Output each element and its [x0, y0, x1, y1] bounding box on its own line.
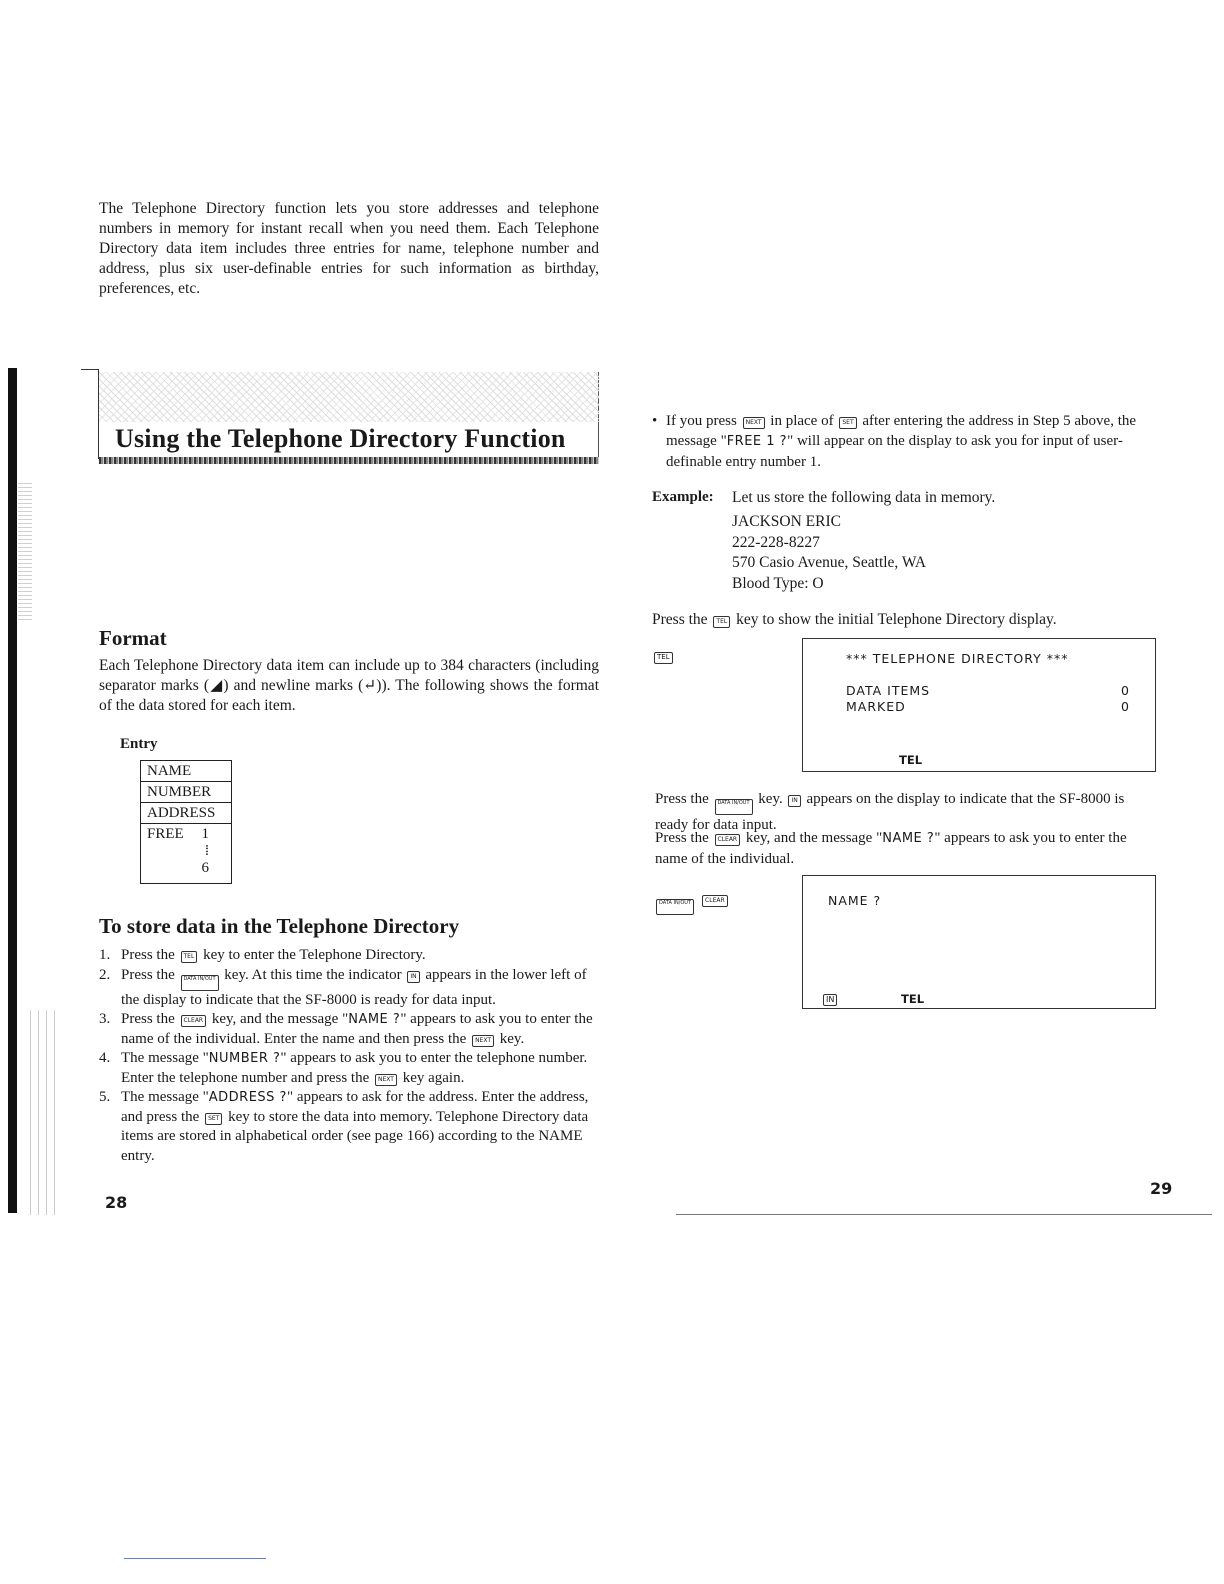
example-line-number: 222-228-8227 [732, 533, 820, 551]
example-intro: Let us store the following data in memory. [732, 489, 996, 506]
lcd-in-indicator: IN [823, 994, 837, 1006]
step-number: 1. [99, 947, 111, 963]
section-title-banner [99, 372, 599, 462]
text-run: " appears to ask you to enter the name of the individual. Enter the name and then press the [121, 1011, 593, 1047]
steps-list [99, 946, 601, 1166]
display-message: NAME ? [348, 1012, 401, 1027]
example-line-blood: Blood Type: O [732, 574, 824, 592]
bullet-icon: • [652, 413, 658, 429]
text-run: appears on the display to indicate that the SF-8000 is ready for data input. [655, 791, 1125, 833]
text-run: " appears to ask you to enter the name of the individual. [655, 830, 1127, 867]
entry-free-start: 1 [201, 826, 209, 842]
text-run: key to show the initial Telephone Directory display. [732, 611, 1057, 628]
text-run: Press the [121, 947, 179, 963]
step-number: 2. [99, 966, 111, 983]
step-item [99, 946, 601, 966]
key-pair-icons [654, 890, 730, 915]
entry-row-address: ADDRESS [141, 803, 231, 824]
press-clear-paragraph [655, 828, 1155, 869]
step-number: 4. [99, 1050, 111, 1066]
lcd-screen-directory [802, 638, 1156, 772]
text-run: in place of [766, 413, 838, 429]
text-run: key. At this time the indicator [220, 966, 406, 983]
text-run: The message " [121, 1050, 209, 1066]
step-item [99, 1088, 601, 1166]
text-run: Press the [655, 830, 713, 846]
text-run: Press the [652, 611, 712, 628]
title-banner-underline [99, 457, 599, 464]
entry-row-free [141, 824, 231, 883]
example-line-address: 570 Casio Avenue, Seattle, WA [732, 554, 927, 571]
display-message: NUMBER ? [208, 1051, 281, 1066]
tel-key-icon: TEL [654, 652, 673, 664]
data-in-out-key-icon: DATA IN/OUT [715, 799, 753, 815]
text-run: Press the [655, 791, 713, 807]
lcd-mode-tel: TEL [899, 753, 923, 767]
press-tel-paragraph [652, 610, 1172, 630]
step-item [99, 1049, 601, 1088]
lcd-marked-label: MARKED [846, 699, 906, 714]
text-run: key to enter the Telephone Directory. [199, 947, 426, 963]
text-run: key, and the message " [208, 1011, 349, 1027]
step-item [99, 966, 601, 1011]
text-run: key to store the data into memory. Telephone Directory data items are stored in alphabetical order (see page 166) according to the NAME entry. [121, 1108, 589, 1164]
clear-key-icon: CLEAR [702, 895, 728, 907]
intro-paragraph: The Telephone Directory function lets you store addresses and telephone numbers in memory for instant recall when you need them. Each Telephone Directory data item includes three entries for name, telephone number and address, plus six user-definable entries for such information as birthday, preferences, etc. [99, 200, 599, 297]
text-run: key again. [398, 1069, 465, 1086]
scan-lines [30, 1010, 60, 1215]
page-number-right: 29 [1150, 1179, 1173, 1198]
tel-key-icon: TEL [181, 951, 198, 963]
data-in-out-key-icon: DATA IN/OUT [656, 899, 694, 915]
format-paragraph: Each Telephone Directory data item can include up to 384 characters (including separator marks (◢) and newline marks (↵)). The following shows the format of the data stored for each item. [99, 657, 599, 714]
clear-key-icon: CLEAR [715, 834, 741, 846]
clear-key-icon: CLEAR [181, 1015, 207, 1027]
text-run: " will appear on the display to ask you for input of user-definable entry number 1. [666, 433, 1123, 470]
entry-free-dots: ⁞ [204, 843, 209, 859]
lcd-name-prompt: NAME ? [828, 893, 882, 908]
text-run: " appears to ask for the address. Enter the address, and press the [121, 1089, 589, 1125]
scan-artifact-line [124, 1558, 266, 1559]
in-key-icon: IN [788, 795, 800, 807]
display-message: ADDRESS ? [208, 1090, 287, 1105]
bullet-paragraph [652, 411, 1166, 472]
example-line-name: JACKSON ERIC [732, 513, 841, 530]
lcd-data-items-label: DATA ITEMS [846, 683, 931, 698]
scan-noise [18, 480, 32, 620]
book-spine-edge [8, 368, 17, 1213]
display-message: NAME ? [882, 831, 935, 846]
text-run: Press the [121, 1011, 179, 1027]
text-run: If you press [666, 413, 741, 429]
entry-free-label: FREE [147, 826, 184, 842]
text-run: " appears to ask you to enter the telephone number. Enter the telephone number and press the [121, 1050, 588, 1086]
page-bottom-rule [676, 1214, 1212, 1215]
next-key-icon: NEXT [743, 417, 765, 429]
step-number: 5. [99, 1089, 111, 1105]
lcd-marked-value: 0 [1121, 699, 1129, 714]
example-label: Example: [652, 489, 714, 505]
entry-format-table [140, 760, 232, 884]
entry-free-end: 6 [201, 860, 209, 876]
entry-row-name: NAME [141, 761, 231, 782]
format-heading: Format [99, 626, 167, 650]
text-run: key. [496, 1030, 525, 1047]
store-heading: To store data in the Telephone Directory [99, 914, 460, 938]
entry-label: Entry [120, 736, 158, 752]
text-run: The message " [121, 1089, 209, 1105]
text-run: Press the [121, 966, 179, 983]
lcd-mode-tel-2: TEL [901, 992, 925, 1006]
set-key-icon: SET [205, 1113, 222, 1125]
lcd-screen-name-prompt [802, 875, 1156, 1009]
text-run: key. [754, 791, 787, 807]
next-key-icon: NEXT [375, 1074, 397, 1086]
lcd-header: *** TELEPHONE DIRECTORY *** [846, 651, 1069, 666]
text-run: key, and the message " [742, 830, 883, 846]
data-in-out-key-icon: DATA IN/OUT [181, 975, 219, 991]
set-key-icon: SET [839, 417, 856, 429]
lcd-data-items-value: 0 [1121, 683, 1129, 698]
display-message: FREE 1 ? [726, 434, 788, 449]
step-item [99, 1010, 601, 1049]
page-number-left: 28 [105, 1193, 128, 1212]
text-run: appears in the lower left of the display to indicate that the SF-8000 is ready for data input. [121, 966, 587, 1008]
tel-key-icon: TEL [713, 616, 730, 628]
in-key-icon: IN [407, 971, 419, 983]
entry-row-number: NUMBER [141, 782, 231, 803]
title-banner-pattern [99, 372, 599, 422]
next-key-icon: NEXT [472, 1035, 494, 1047]
example-data [732, 512, 926, 594]
step-number: 3. [99, 1011, 111, 1027]
page-title: Using the Telephone Directory Function [115, 424, 566, 453]
text-run: after entering the address in Step 5 above, the message " [666, 413, 1137, 449]
